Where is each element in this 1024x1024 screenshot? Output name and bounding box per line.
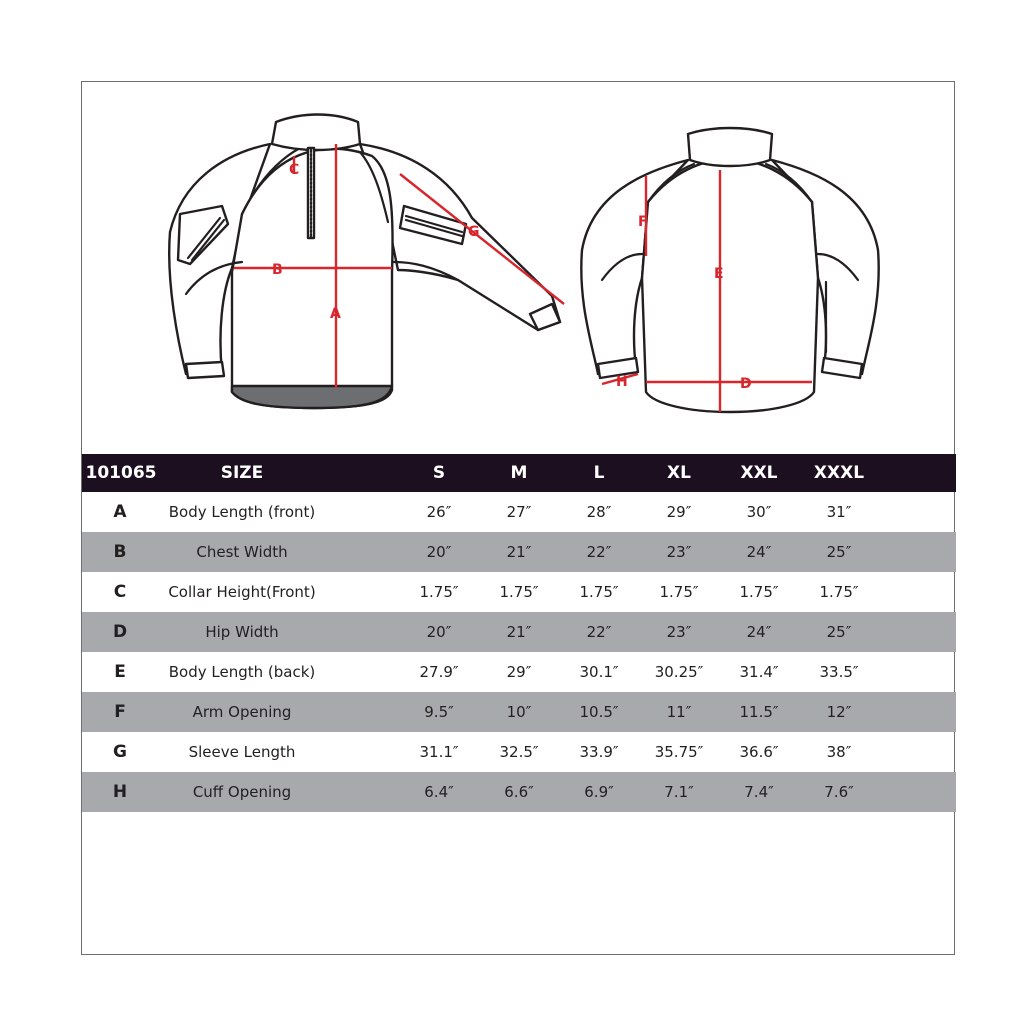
table-cell: 10.5″ xyxy=(579,703,619,721)
table-cell: 1.75″ xyxy=(659,583,699,601)
table-cell: 31.1″ xyxy=(419,743,459,761)
measure-label-d: D xyxy=(740,376,752,392)
table-cell: 30.1″ xyxy=(579,663,619,681)
row-letter: B xyxy=(113,542,127,562)
table-cell: 26″ xyxy=(426,503,452,521)
row-label: Collar Height(Front) xyxy=(168,583,316,601)
table-cell: 23″ xyxy=(666,543,692,561)
row-label: Hip Width xyxy=(205,623,279,641)
row-label: Sleeve Length xyxy=(188,743,296,761)
table-cell: 36.6″ xyxy=(739,743,779,761)
table-cell: 21″ xyxy=(506,623,532,641)
table-cell: 6.6″ xyxy=(504,783,534,801)
measure-label-c: C xyxy=(289,162,300,178)
row-letter: E xyxy=(114,662,126,682)
table-cell: 21″ xyxy=(506,543,532,561)
table-cell: 20″ xyxy=(426,543,452,561)
size-column-header: XL xyxy=(667,463,691,483)
table-row xyxy=(82,732,956,772)
table-cell: 7.4″ xyxy=(744,783,774,801)
table-cell: 10″ xyxy=(506,703,532,721)
table-row xyxy=(82,772,956,812)
table-cell: 7.6″ xyxy=(824,783,854,801)
table-cell: 25″ xyxy=(826,623,852,641)
row-letter: H xyxy=(112,782,128,802)
table-cell: 20″ xyxy=(426,623,452,641)
table-cell: 11″ xyxy=(666,703,692,721)
table-cell: 38″ xyxy=(826,743,852,761)
table-row xyxy=(82,692,956,732)
table-cell: 24″ xyxy=(746,623,772,641)
table-cell: 22″ xyxy=(586,623,612,641)
table-cell: 29″ xyxy=(666,503,692,521)
row-label: Body Length (front) xyxy=(168,503,316,521)
table-cell: 29″ xyxy=(506,663,532,681)
table-cell: 30″ xyxy=(746,503,772,521)
measure-label-f: F xyxy=(638,214,648,230)
table-header-row xyxy=(82,454,956,492)
size-column-header: S xyxy=(432,463,446,483)
size-chart-frame xyxy=(81,81,955,955)
size-header: SIZE xyxy=(220,463,264,483)
row-label: Body Length (back) xyxy=(168,663,316,681)
table-cell: 1.75″ xyxy=(819,583,859,601)
table-cell: 28″ xyxy=(586,503,612,521)
size-column-header: XXXL xyxy=(813,463,865,483)
table-cell: 1.75″ xyxy=(579,583,619,601)
table-cell: 9.5″ xyxy=(424,703,454,721)
measure-label-g: G xyxy=(468,224,480,240)
measure-label-e: E xyxy=(714,266,724,282)
table-cell: 22″ xyxy=(586,543,612,561)
table-cell: 35.75″ xyxy=(654,743,704,761)
measure-label-h: H xyxy=(616,374,628,390)
row-letter: A xyxy=(113,502,127,522)
table-cell: 33.9″ xyxy=(579,743,619,761)
size-column-header: M xyxy=(510,463,528,483)
table-cell: 27.9″ xyxy=(419,663,459,681)
table-cell: 1.75″ xyxy=(419,583,459,601)
table-cell: 23″ xyxy=(666,623,692,641)
table-cell: 12″ xyxy=(826,703,852,721)
table-cell: 11.5″ xyxy=(739,703,779,721)
product-code: 101065 xyxy=(85,463,157,483)
table-cell: 1.75″ xyxy=(499,583,539,601)
table-cell: 6.4″ xyxy=(424,783,454,801)
row-label: Arm Opening xyxy=(192,703,292,721)
size-column-header: XXL xyxy=(740,463,778,483)
table-cell: 30.25″ xyxy=(654,663,704,681)
table-cell: 1.75″ xyxy=(739,583,779,601)
size-table xyxy=(82,454,956,812)
table-cell: 27″ xyxy=(506,503,532,521)
back-jacket-drawing xyxy=(581,128,878,412)
row-label: Cuff Opening xyxy=(192,783,292,801)
table-row xyxy=(82,492,956,532)
garment-diagram xyxy=(82,82,956,454)
row-letter: F xyxy=(114,702,126,722)
table-row xyxy=(82,572,956,612)
table-row xyxy=(82,612,956,652)
table-cell: 25″ xyxy=(826,543,852,561)
measure-label-b: B xyxy=(272,262,283,278)
table-cell: 31″ xyxy=(826,503,852,521)
front-jacket-drawing xyxy=(169,115,560,409)
garment-illustration xyxy=(82,82,956,454)
table-cell: 31.4″ xyxy=(739,663,779,681)
measure-label-a: A xyxy=(330,306,341,322)
table-cell: 32.5″ xyxy=(499,743,539,761)
table-cell: 6.9″ xyxy=(584,783,614,801)
row-label: Chest Width xyxy=(196,543,288,561)
row-letter: C xyxy=(113,582,127,602)
table-cell: 33.5″ xyxy=(819,663,859,681)
row-letter: G xyxy=(113,742,127,762)
table-cell: 24″ xyxy=(746,543,772,561)
table-row xyxy=(82,532,956,572)
table-cell: 7.1″ xyxy=(664,783,694,801)
row-letter: D xyxy=(112,622,128,642)
table-row xyxy=(82,652,956,692)
size-column-header: L xyxy=(593,463,605,483)
